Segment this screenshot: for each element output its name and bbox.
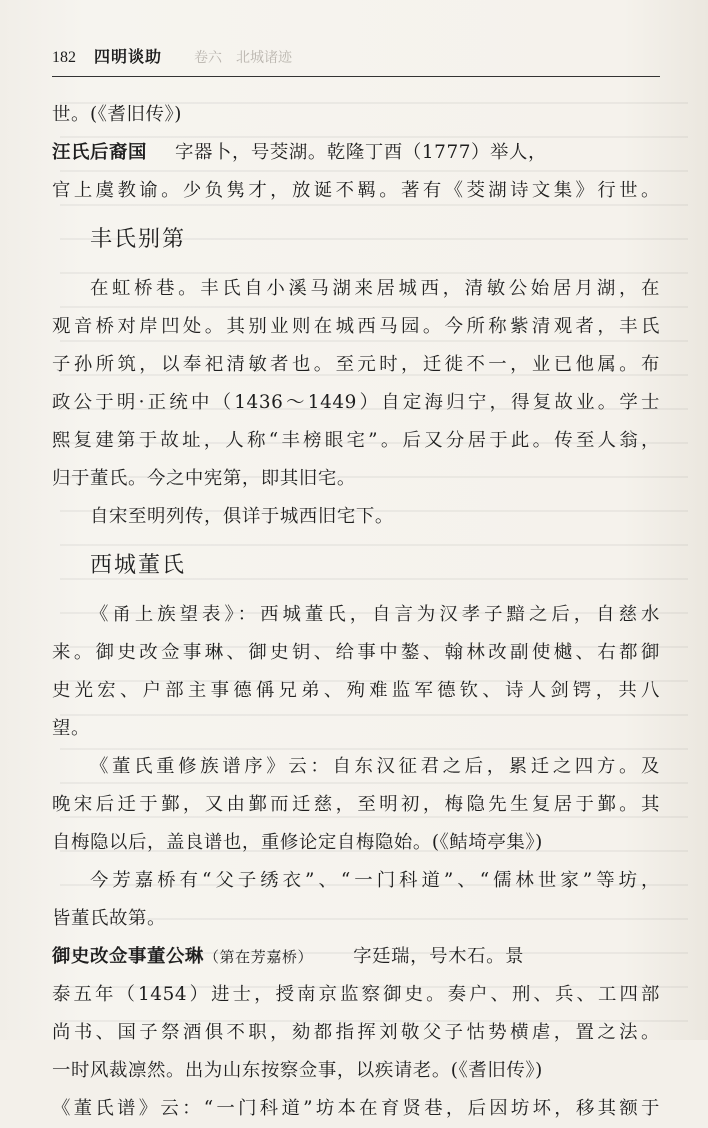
text-line: 史光宏、户部主事德偁兄弟、殉难监军德钦、诗人剑锷，共八 [52,680,660,701]
header-rule [52,76,660,77]
text-line: 官上虞教谕。少负隽才，放诞不羁。著有《茭湖诗文集》行世。 [52,180,660,201]
entry-heading: 汪氏后裔国 [52,142,147,163]
text-line: 自宋至明列传，俱详于城西旧宅下。 [90,506,394,527]
page-number: 182 [52,49,76,66]
text-line: 一时风裁凛然。出为山东按察佥事，以疾请老。(《耆旧传》) [52,1060,543,1081]
text-line: 在虹桥巷。丰氏自小溪马湖来居城西，清敏公始居月湖，在 [90,278,660,299]
text-line: 尚书、国子祭酒俱不职，劾都指挥刘敬父子怙势横虐，置之法。 [52,1022,660,1043]
entry-note: （第在芳嘉桥） [203,948,314,966]
text-line: 《董氏重修族谱序》云：自东汉征君之后，累迁之四方。及 [90,756,660,777]
text-line: 自梅隐以后，盖良谱也，重修论定自梅隐始。(《鲒埼亭集》) [52,832,543,853]
entry-line [52,938,660,976]
page-body [52,96,660,1128]
text-line: 今芳嘉桥有“父子绣衣”、“一门科道”、“儒林世家”等坊， [90,870,660,891]
text-line: 熙复建第于故址，人称“丰榜眼宅”。后又分居于此。传至人翁， [52,430,660,451]
text-line: 来。御史改佥事琳、御史钥、给事中鏊、翰林改副使樾、右都御 [52,642,660,663]
text-line: 《董氏谱》云：“一门科道”坊本在育贤巷，后因坊坏，移其额于 [52,1098,660,1119]
book-title: 四明谈助 [94,47,163,66]
text-line: 泰五年（1454）进士，授南京监察御史。奏户、刑、兵、工四部 [52,984,660,1005]
text-line: 皆董氏故第。 [52,908,166,929]
entry-line [52,134,660,172]
entry-heading: 御史改佥事董公琳 [52,946,204,967]
entry-text: 字廷瑞，号木石。景 [353,946,525,967]
running-header [52,44,660,74]
section-heading: 丰氏别第 [90,227,187,252]
text-line: 望。 [52,718,90,739]
text-line: 世。(《耆旧传》) [52,104,183,125]
text-line: 观音桥对岸凹处。其别业则在城西马园。今所称紫清观者，丰氏 [52,316,660,337]
text-line: 归于董氏。今之中宪第，即其旧宅。 [52,468,356,489]
text-line: 晚宋后迁于鄞，又由鄞而迁慈，至明初，梅隐先生复居于鄞。其 [52,794,660,815]
text-line: 政公于明·正统中（1436～1449）自定海归宁，得复故业。学士 [52,392,660,413]
entry-text: 字器卜，号茭湖。乾隆丁酉（1777）举人， [174,142,548,163]
chapter-label: 卷六 北城诸迹 [194,50,293,66]
text-line: 子孙所筑，以奉祀清敏者也。至元时，迁徙不一，业已他属。布 [52,354,660,375]
text-line: 《甬上族望表》：西城董氏，自言为汉孝子黯之后，自慈水 [90,604,660,625]
section-heading: 西城董氏 [90,553,187,578]
